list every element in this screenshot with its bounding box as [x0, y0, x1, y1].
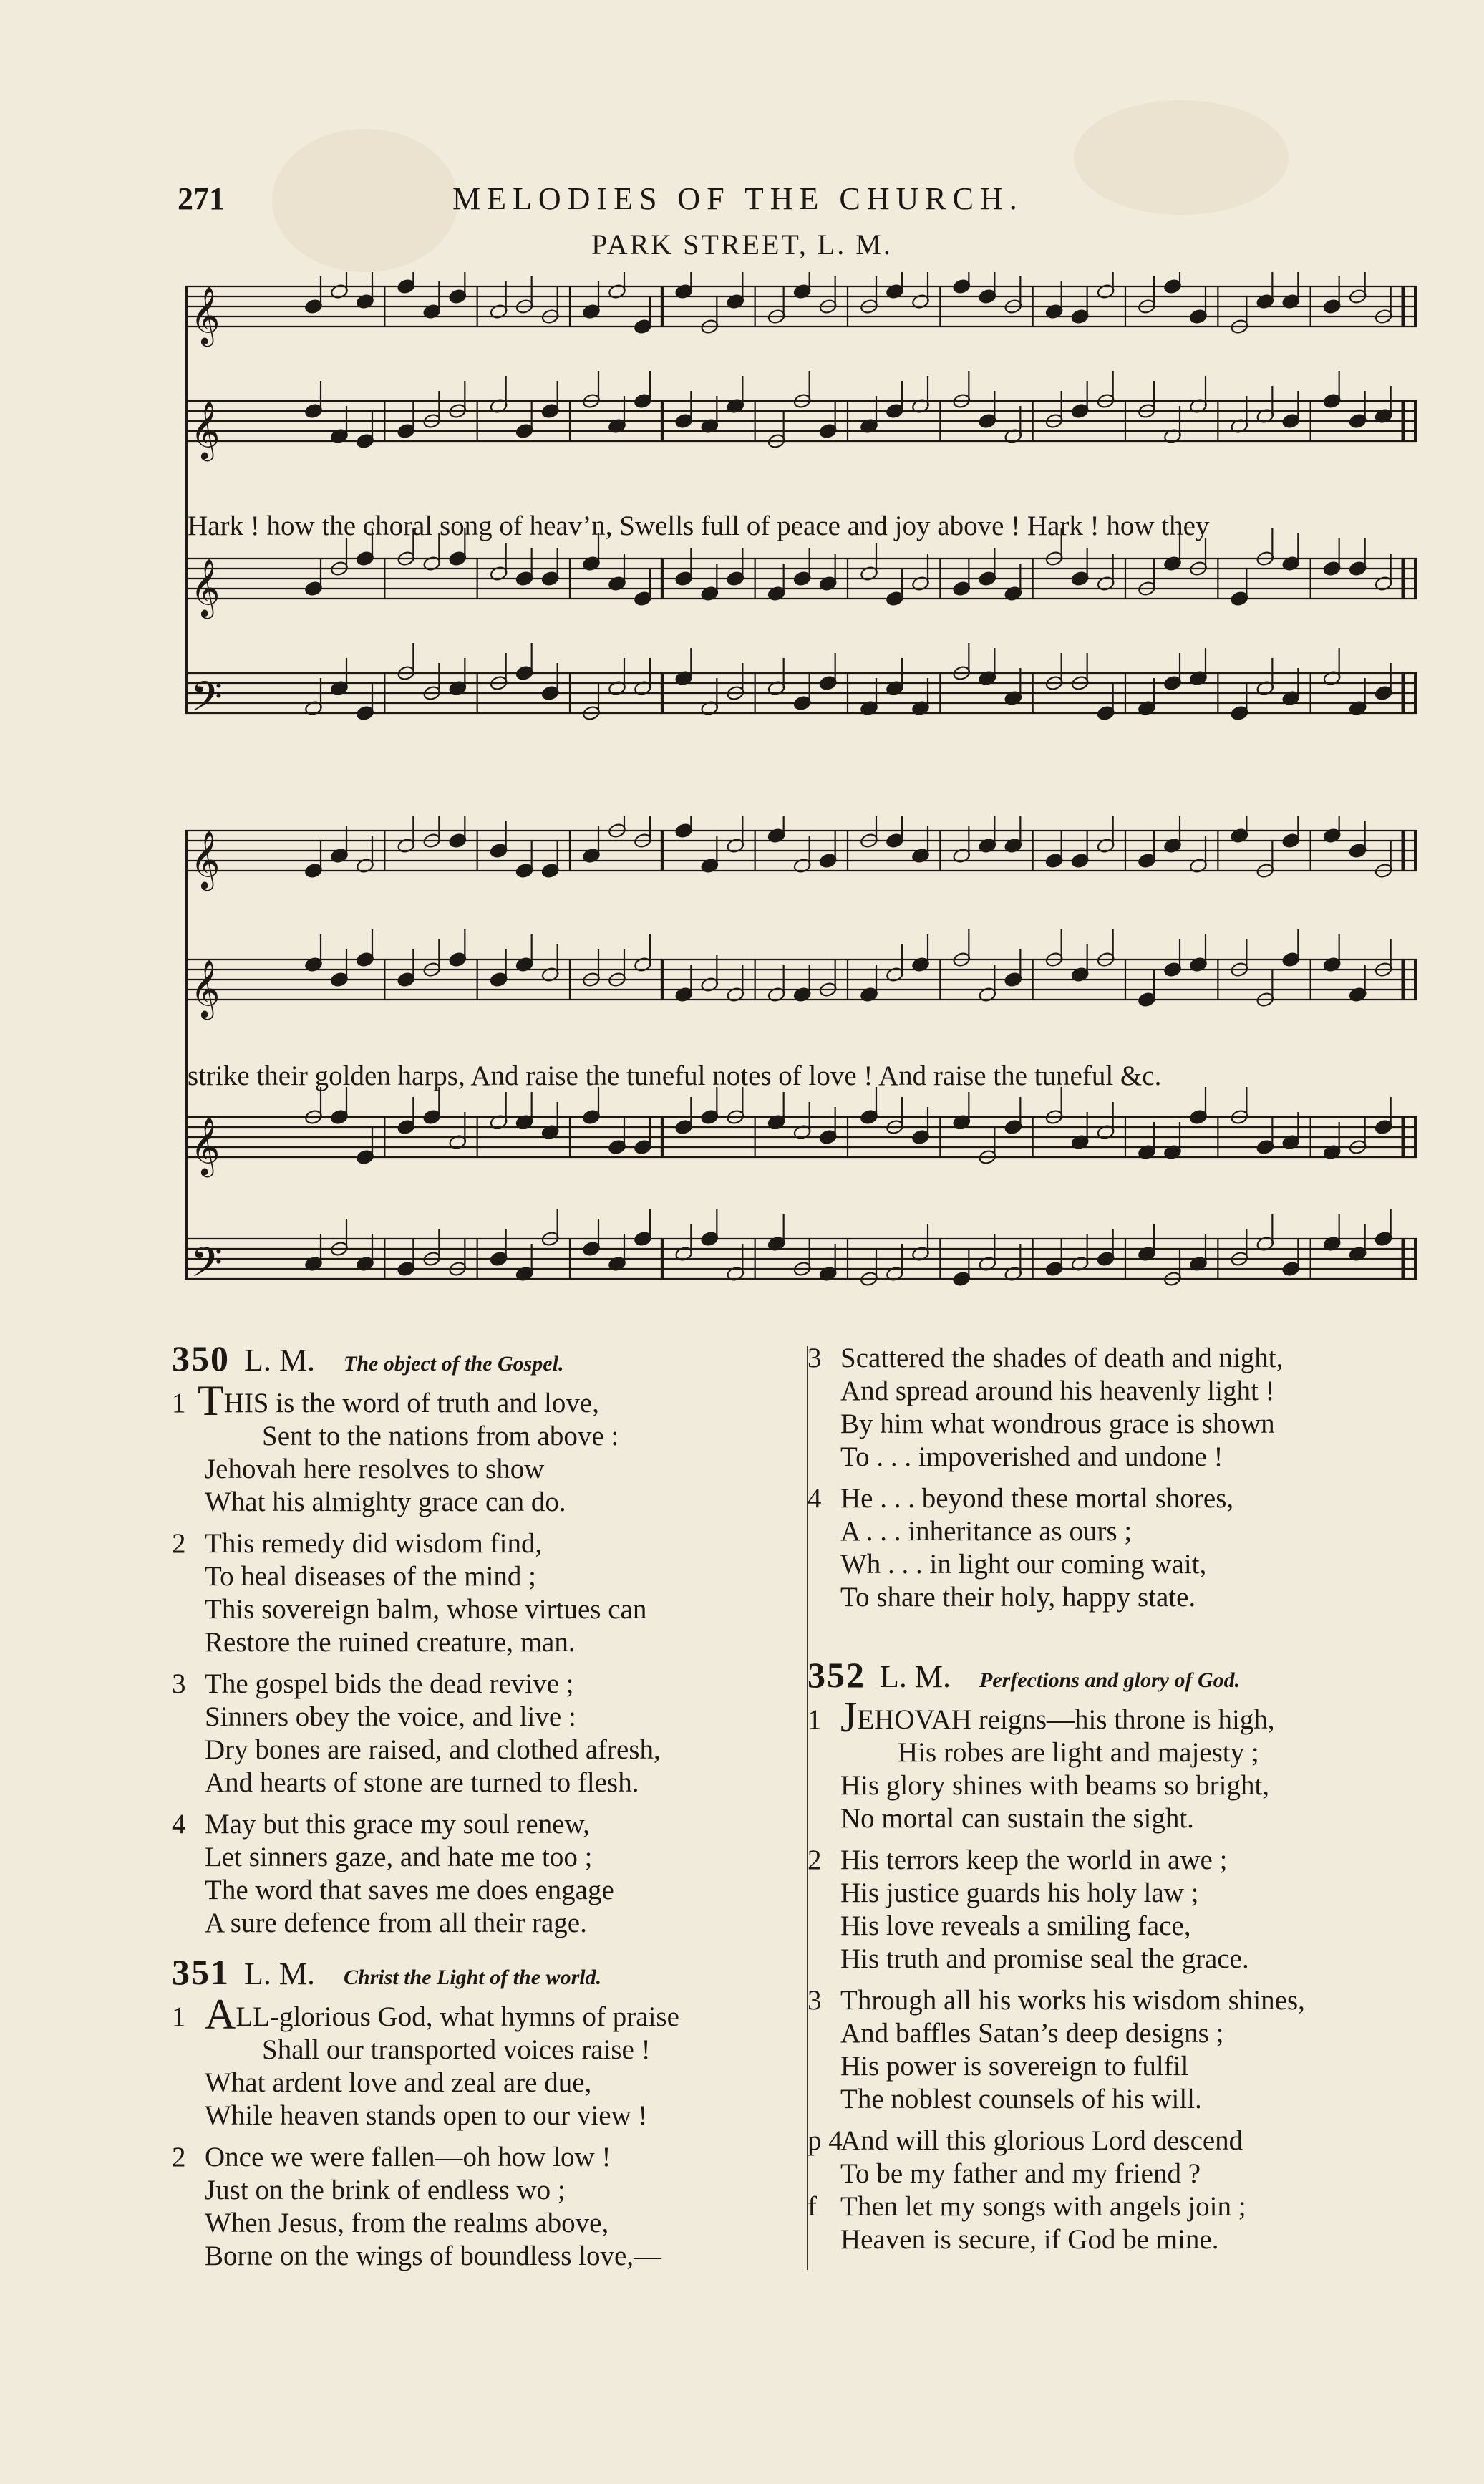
verse-line: And hearts of stone are turned to flesh.: [205, 1767, 639, 1798]
stanza: [808, 1984, 1452, 2116]
verse-line: While heaven stands open to our view !: [205, 2100, 648, 2131]
verse-line: His love reveals a smiling face,: [840, 1910, 1191, 1941]
stanza: [808, 1342, 1452, 1474]
clef-icon: 𝄞: [190, 830, 220, 889]
hymn-subtitle: Christ the Light of the world.: [344, 1966, 602, 1989]
verse-line: This sovereign balm, whose virtues can: [205, 1594, 647, 1625]
verse-line: And baffles Satan’s deep designs ;: [840, 2018, 1224, 2049]
verse-line: p 4And will this glorious Lord descend: [808, 2125, 1243, 2156]
verse-line: Shall our transported voices raise !: [262, 2034, 651, 2065]
clef-icon: 𝄞: [190, 400, 220, 459]
verse-line: And spread around his heavenly light !: [840, 1376, 1275, 1406]
clef-icon: 𝄞: [190, 286, 220, 344]
paper-stain: [1074, 100, 1289, 215]
hymn-meter: L. M.: [880, 1659, 951, 1694]
right-column: [808, 1342, 1452, 2265]
stanza: [172, 2141, 795, 2273]
clef-icon: 𝄞: [190, 959, 220, 1018]
verse-line: Sent to the nations from above :: [262, 1421, 619, 1451]
verse-line: 2 His terrors keep the world in awe ;: [808, 1845, 1228, 1875]
clef-icon: 𝄞: [190, 558, 220, 617]
stanza: [172, 1527, 795, 1659]
verse-line: Wh . . . in light our coming wait,: [840, 1549, 1207, 1580]
lyric-line-2: strike their golden harps, And raise the tuneful notes of love ! And raise the tuneful &c.: [188, 1060, 1162, 1091]
verse-line: 2 Once we were fallen—oh how low !: [172, 2142, 611, 2173]
tune-title: PARK STREET, L. M.: [591, 228, 893, 261]
verse-line: Sinners obey the voice, and live :: [205, 1701, 576, 1732]
lyric-line-1: Hark ! how the choral song of heav’n, Swells full of peace and joy above ! Hark ! how they: [188, 511, 1210, 541]
hymn-number: 352: [808, 1655, 865, 1695]
stanza: [808, 1482, 1452, 1614]
verse-line: The word that saves me does engage: [205, 1875, 614, 1905]
clef-icon: 𝄢: [190, 1238, 223, 1297]
verse-line: No mortal can sustain the sight.: [840, 1803, 1194, 1834]
verse-line: 1 THIS is the word of truth and love,: [172, 1377, 599, 1424]
verse-line: The noblest counsels of his will.: [840, 2084, 1202, 2115]
verse-line: His glory shines with beams so bright,: [840, 1770, 1270, 1801]
verse-line: His robes are light and majesty ;: [898, 1737, 1259, 1768]
verse-line: His justice guards his holy law ;: [840, 1878, 1199, 1908]
verse-line: To . . . impoverished and undone !: [840, 1441, 1223, 1472]
stanza: [172, 1668, 795, 1799]
verse-line: 4 He . . . beyond these mortal shores,: [808, 1483, 1234, 1514]
verse-line: Dry bones are raised, and clothed afresh,: [205, 1734, 661, 1765]
hymn-subtitle: The object of the Gospel.: [344, 1352, 564, 1376]
stanza: [172, 1991, 795, 2132]
verse-line: To share their holy, happy state.: [840, 1582, 1196, 1613]
verse-line: 3 The gospel bids the dead revive ;: [172, 1668, 574, 1699]
verse-line: f Then let my songs with angels join ;: [808, 2191, 1246, 2222]
hymn-number: 351: [172, 1952, 230, 1992]
hymn-351-heading: [172, 1952, 795, 1996]
verse-line: Let sinners gaze, and hate me too ;: [205, 1842, 593, 1872]
left-column: [172, 1338, 795, 2281]
clef-icon: 𝄢: [190, 672, 223, 731]
stanza: [808, 1693, 1452, 1835]
verse-line: To heal diseases of the mind ;: [205, 1561, 536, 1592]
hymn-350-heading: [172, 1338, 795, 1382]
verse-line: Heaven is secure, if God be mine.: [840, 2224, 1219, 2255]
running-head: MELODIES OF THE CHURCH.: [452, 181, 1024, 216]
verse-line: Borne on the wings of boundless love,—: [205, 2241, 662, 2271]
hymn-352-heading: [808, 1655, 1452, 1698]
verse-line: What his almighty grace can do.: [205, 1487, 566, 1517]
verse-line: 2 This remedy did wisdom find,: [172, 1528, 543, 1559]
stanza: [172, 1377, 795, 1519]
verse-line: His truth and promise seal the grace.: [840, 1943, 1249, 1974]
hymn-subtitle: Perfections and glory of God.: [979, 1668, 1241, 1692]
verse-line: When Jesus, from the realms above,: [205, 2208, 609, 2238]
page-number: 271: [178, 181, 225, 216]
verse-line: By him what wondrous grace is shown: [840, 1408, 1275, 1439]
hymn-number: 350: [172, 1338, 230, 1378]
stanza: [808, 2125, 1452, 2190]
stanza: [808, 1844, 1452, 1976]
verse-line: 3 Scattered the shades of death and night,: [808, 1343, 1284, 1373]
hymn-meter: L. M.: [244, 1343, 315, 1378]
verse-line: Jehovah here resolves to show: [205, 1454, 545, 1484]
verse-line: A . . . inheritance as ours ;: [840, 1516, 1133, 1547]
verse-line: Restore the ruined creature, man.: [205, 1627, 576, 1658]
verse-line: 3 Through all his works his wisdom shines,: [808, 1985, 1305, 2016]
verse-line: 4 May but this grace my soul renew,: [172, 1809, 590, 1840]
verse-line: 1 ALL-glorious God, what hymns of praise: [172, 1991, 679, 2038]
verse-line: 1 JEHOVAH reigns—his throne is high,: [808, 1693, 1275, 1741]
verse-line: What ardent love and zeal are due,: [205, 2067, 592, 2098]
verse-line: A sure defence from all their rage.: [205, 1908, 587, 1938]
hymn-meter: L. M.: [244, 1956, 315, 1991]
verse-line: To be my father and my friend ?: [840, 2158, 1201, 2189]
clef-icon: 𝄞: [190, 1116, 220, 1175]
stanza: [808, 2190, 1452, 2256]
verse-line: Just on the brink of endless wo ;: [205, 2175, 566, 2205]
verse-line: His power is sovereign to fulfil: [840, 2051, 1189, 2082]
stanza: [172, 1808, 795, 1940]
